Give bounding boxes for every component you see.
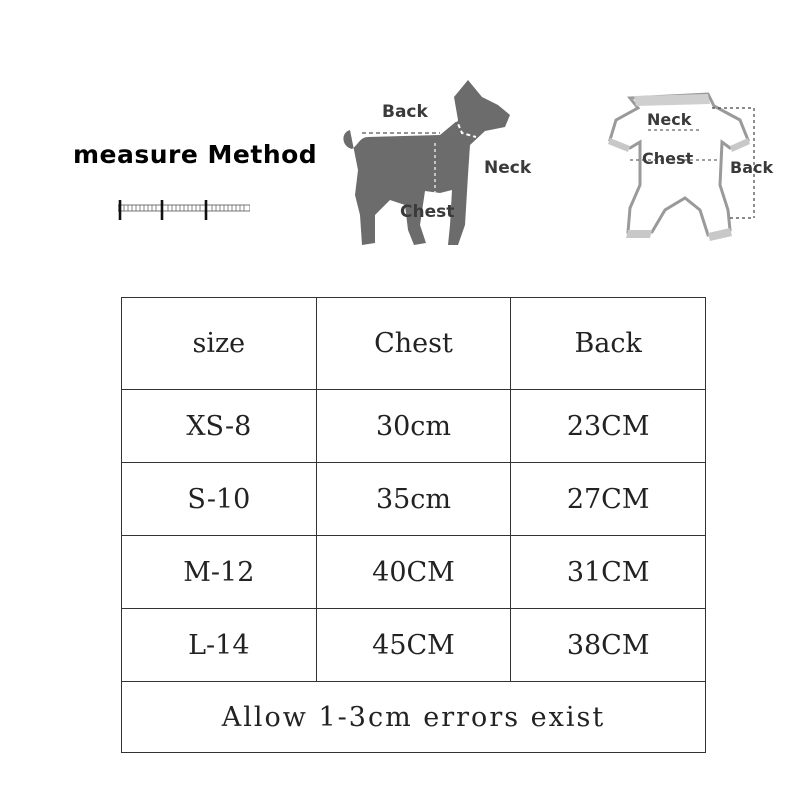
table-row — [122, 609, 706, 682]
header-size: size — [122, 298, 317, 390]
garment-chest-label: Chest — [642, 149, 694, 168]
table-row — [122, 390, 706, 463]
dog-chest-label: Chest — [400, 202, 455, 222]
tolerance-note-row — [122, 682, 706, 753]
table-row — [122, 536, 706, 609]
tolerance-note: Allow 1-3cm errors exist — [122, 682, 706, 753]
back-cell: 27CM — [511, 463, 706, 536]
dog-back-label: Back — [382, 102, 428, 122]
size-cell: XS-8 — [122, 390, 317, 463]
chest-cell: 30cm — [316, 390, 511, 463]
chest-cell: 40CM — [316, 536, 511, 609]
garment-neck-label: Neck — [647, 110, 692, 129]
measure-method-title: measure Method — [73, 140, 318, 169]
dog-neck-label: Neck — [484, 158, 532, 178]
chest-cell: 35cm — [316, 463, 511, 536]
back-cell: 38CM — [511, 609, 706, 682]
chest-cell: 45CM — [316, 609, 511, 682]
size-cell: L-14 — [122, 609, 317, 682]
size-chart-table — [121, 297, 706, 753]
back-cell: 31CM — [511, 536, 706, 609]
ruler-icon — [118, 196, 250, 222]
header-back: Back — [511, 298, 706, 390]
dog-measure-diagram — [330, 75, 560, 260]
size-cell: M-12 — [122, 536, 317, 609]
size-cell: S-10 — [122, 463, 317, 536]
header-chest: Chest — [316, 298, 511, 390]
garment-back-label: Back — [730, 158, 774, 177]
back-cell: 23CM — [511, 390, 706, 463]
table-header-row — [122, 298, 706, 390]
table-row — [122, 463, 706, 536]
garment-measure-diagram — [590, 80, 790, 250]
